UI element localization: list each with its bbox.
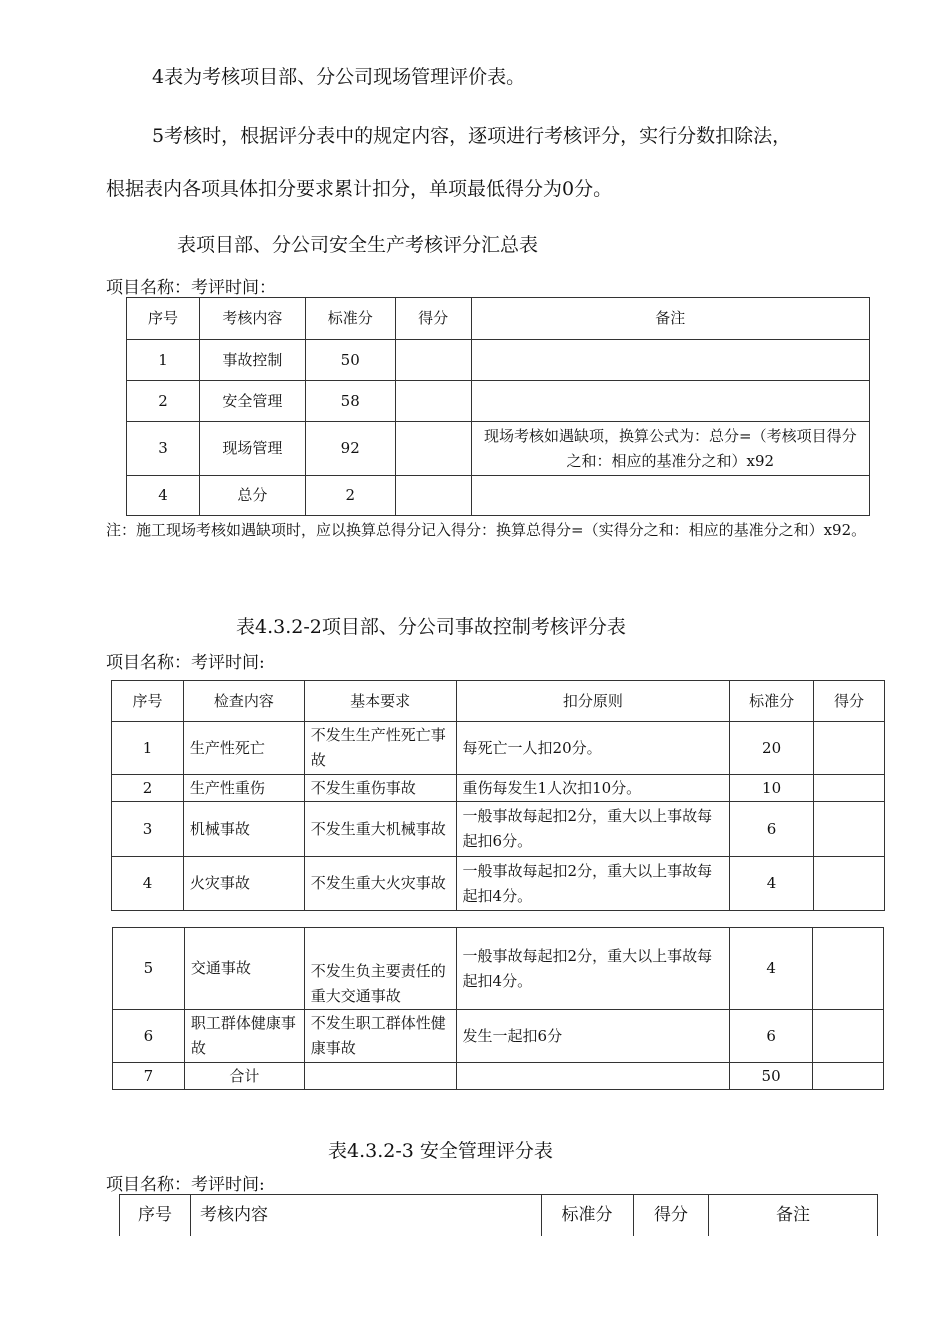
cell: 机械事故: [183, 802, 304, 857]
cell: 生产性死亡: [183, 722, 304, 775]
cell: 交通事故: [184, 928, 304, 1010]
cell: [471, 476, 869, 516]
cell: 4: [730, 928, 813, 1010]
cell: 4: [730, 857, 814, 911]
accident-control-table-continued: [112, 927, 884, 1090]
table-row: [113, 1010, 884, 1063]
cell: 20: [730, 722, 814, 775]
table-row: [112, 802, 885, 857]
cell: 6: [113, 1010, 185, 1063]
cell: 6: [730, 802, 814, 857]
table-row: [127, 422, 870, 476]
cell: [304, 1063, 456, 1090]
cell: [395, 476, 471, 516]
table-row: [113, 1063, 884, 1090]
cell: [471, 381, 869, 422]
remark-cell: 现场考核如遇缺项，换算公式为：总分=（考核项目得分之和：相应的基准分之和）x92: [471, 422, 869, 476]
cell: [814, 775, 885, 802]
header-cell: 考核内容: [199, 298, 305, 340]
cell: [395, 340, 471, 381]
header-cell: 得分: [634, 1195, 709, 1236]
cell: 3: [127, 422, 200, 476]
cell: 2: [305, 476, 395, 516]
header-cell: 得分: [395, 298, 471, 340]
header-cell: 标准分: [305, 298, 395, 340]
header-cell: 考核内容: [190, 1195, 542, 1236]
table-row: [113, 928, 884, 1010]
cell: [813, 1063, 884, 1090]
cell: 一般事故每起扣2分，重大以上事故每起扣6分。: [456, 802, 730, 857]
cell: 7: [113, 1063, 185, 1090]
cell: 火灾事故: [183, 857, 304, 911]
cell: 合计: [184, 1063, 304, 1090]
table2-meta: 项目名称：考评时间:: [106, 653, 265, 673]
header-cell: 得分: [814, 681, 885, 722]
cell: [456, 1063, 730, 1090]
cell: [814, 722, 885, 775]
cell: 每死亡一人扣20分。: [456, 722, 730, 775]
cell: 50: [730, 1063, 813, 1090]
table-header-row: [112, 681, 885, 722]
cell: 职工群体健康事故: [184, 1010, 304, 1063]
table-header-row: [127, 298, 870, 340]
header-cell: 标准分: [730, 681, 814, 722]
cell: 事故控制: [199, 340, 305, 381]
cell: 6: [730, 1010, 813, 1063]
header-cell: 检查内容: [183, 681, 304, 722]
cell: 58: [305, 381, 395, 422]
header-cell: 序号: [127, 298, 200, 340]
cell: 一般事故每起扣2分，重大以上事故每起扣4分。: [456, 928, 730, 1010]
paragraph-1: 4表为考核项目部、分公司现场管理评价表。: [152, 66, 526, 88]
cell: 发生一起扣6分: [456, 1010, 730, 1063]
cell: 10: [730, 775, 814, 802]
safety-management-table: [119, 1194, 878, 1236]
cell: 安全管理: [199, 381, 305, 422]
table1-caption: 表项目部、分公司安全生产考核评分汇总表: [177, 234, 539, 256]
cell: [814, 802, 885, 857]
cell: [814, 857, 885, 911]
header-cell: 序号: [112, 681, 184, 722]
cell: 2: [112, 775, 184, 802]
table3-caption: 表4.3.2-3 安全管理评分表: [328, 1140, 553, 1162]
header-cell: 标准分: [541, 1195, 634, 1236]
cell: 1: [127, 340, 200, 381]
header-cell: 扣分原则: [456, 681, 730, 722]
table1-meta: 项目名称：考评时间：: [106, 278, 276, 298]
cell: 生产性重伤: [183, 775, 304, 802]
cell: 92: [305, 422, 395, 476]
cell: 2: [127, 381, 200, 422]
cell: 50: [305, 340, 395, 381]
cell: 不发生重大机械事故: [304, 802, 456, 857]
summary-table: [126, 297, 870, 516]
cell: 重伤每发生1人次扣10分。: [456, 775, 730, 802]
cell: 不发生生产性死亡事故: [304, 722, 456, 775]
table-row: [127, 381, 870, 422]
cell: [395, 381, 471, 422]
cell: 一般事故每起扣2分，重大以上事故每起扣4分。: [456, 857, 730, 911]
header-cell: 备注: [471, 298, 869, 340]
cell: 1: [112, 722, 184, 775]
paragraph-2: 5考核时，根据评分表中的规定内容，逐项进行考核评分，实行分数扣除法，: [152, 125, 792, 147]
cell: 3: [112, 802, 184, 857]
table-row: [127, 340, 870, 381]
table3-meta: 项目名称：考评时间:: [106, 1175, 265, 1195]
table-row: [112, 775, 885, 802]
table-row: [112, 722, 885, 775]
cell: 不发生重伤事故: [304, 775, 456, 802]
cell: [471, 340, 869, 381]
table-row: [112, 857, 885, 911]
header-cell: 基本要求: [304, 681, 456, 722]
cell: [395, 422, 471, 476]
table1-note: 注：施工现场考核如遇缺项时，应以换算总得分记入得分：换算总得分=（实得分之和：相应的基准分之和）x92。: [106, 521, 867, 539]
accident-control-table: [111, 680, 885, 911]
cell: 5: [113, 928, 185, 1010]
cell: 现场管理: [199, 422, 305, 476]
cell: 不发生职工群体性健康事故: [304, 1010, 456, 1063]
header-cell: 序号: [119, 1195, 191, 1236]
cell: 4: [112, 857, 184, 911]
header-cell: 备注: [709, 1195, 878, 1236]
cell: [813, 1010, 884, 1063]
paragraph-3: 根据表内各项具体扣分要求累计扣分，单项最低得分为0分。: [106, 178, 613, 200]
cell: 总分: [199, 476, 305, 516]
cell: 不发生重大火灾事故: [304, 857, 456, 911]
table-row: [127, 476, 870, 516]
cell: 4: [127, 476, 200, 516]
table2-caption: 表4.3.2-2项目部、分公司事故控制考核评分表: [236, 616, 626, 638]
cell: [813, 928, 884, 1010]
cell: 不发生负主要责任的重大交通事故: [304, 928, 456, 1010]
